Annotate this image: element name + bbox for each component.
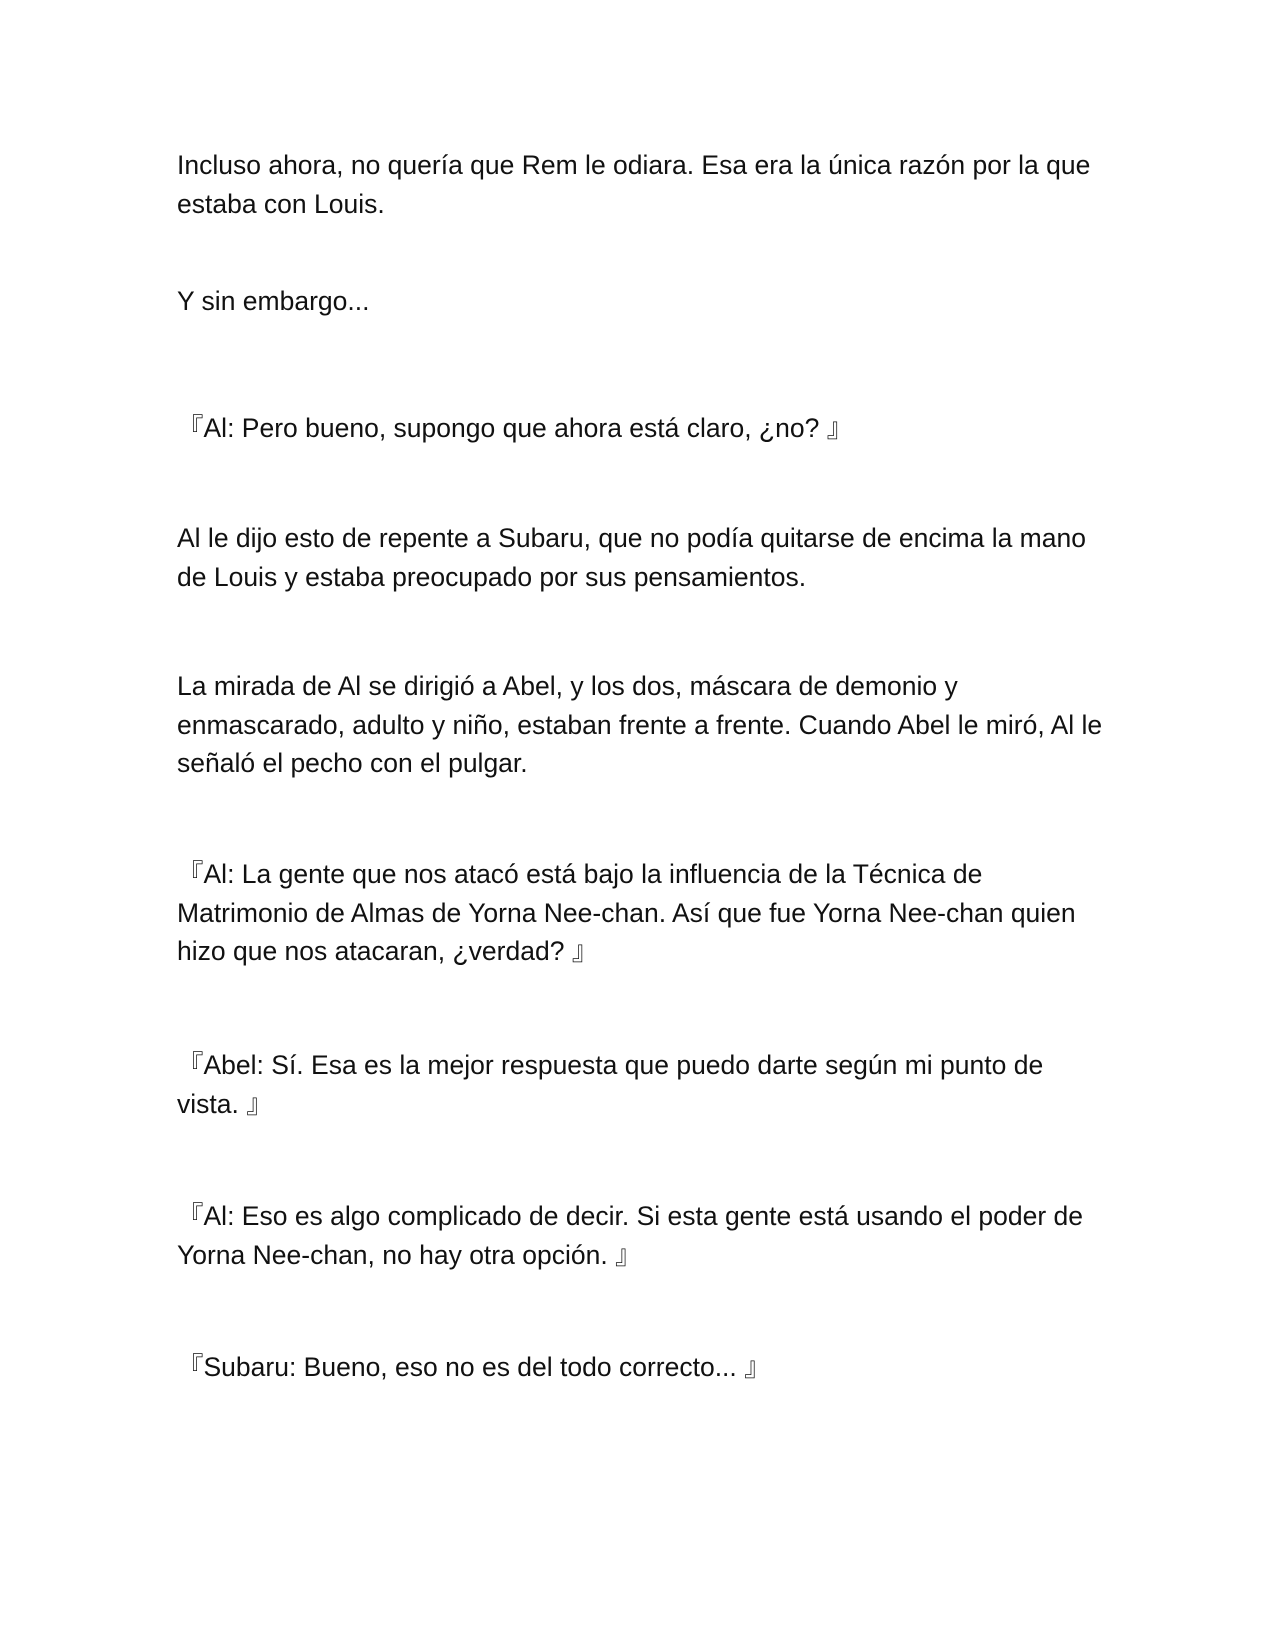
paragraph-dialogue: 『Al: Eso es algo complicado de decir. Si esta gente está usando el poder de Yorna Nee-chan, no hay otra opción. 』 [177,1201,1083,1270]
paragraph-dialogue: 『Al: La gente que nos atacó está bajo la influencia de la Técnica de Matrimonio de Almas de Yorna Nee-chan. Así que fue Yorna Nee-chan quien hizo que nos atacaran, ¿verdad? 』 [177,859,1076,966]
paragraph-dialogue: 『Al: Pero bueno, supongo que ahora está claro, ¿no? 』 [177,413,854,443]
paragraph-dialogue: 『Subaru: Bueno, eso no es del todo correcto... 』 [177,1352,771,1382]
paragraph-narration: Y sin embargo... [177,286,370,316]
paragraph-narration: Incluso ahora, no quería que Rem le odiara. Esa era la única razón por la que estaba con Louis. [177,150,1091,219]
paragraph-narration: Al le dijo esto de repente a Subaru, que no podía quitarse de encima la mano de Louis y estaba preocupado por sus pensamientos. [177,523,1086,592]
paragraph-dialogue: 『Abel: Sí. Esa es la mejor respuesta que puedo darte según mi punto de vista. 』 [177,1050,1044,1119]
paragraph-narration: La mirada de Al se dirigió a Abel, y los dos, máscara de demonio y enmascarado, adulto y niño, estaban frente a frente. Cuando Abel le miró, Al le señaló el pecho con el pulgar. [177,671,1103,778]
